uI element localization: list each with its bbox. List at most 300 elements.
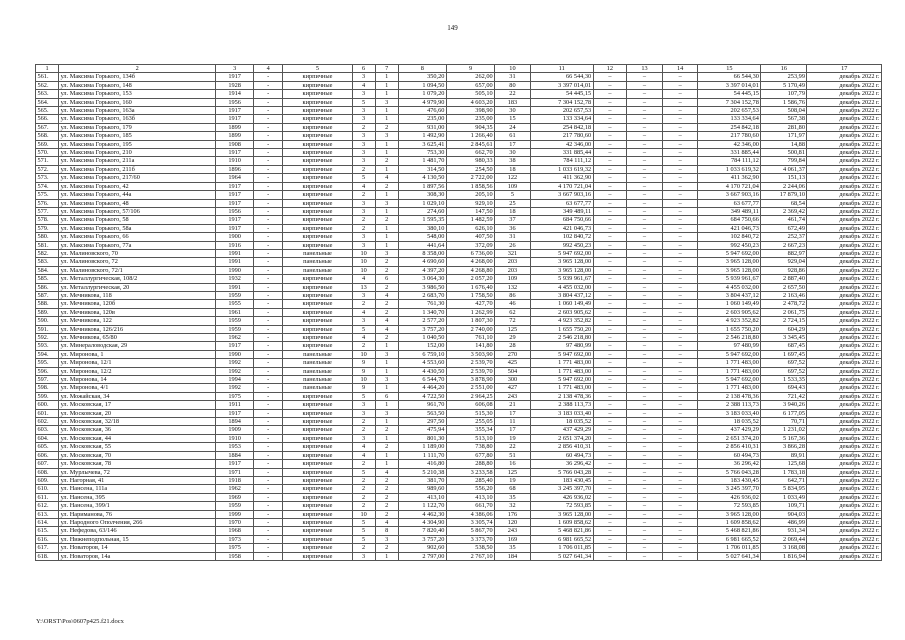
- table-cell: 2: [375, 300, 398, 308]
- table-cell: 2 577,20: [398, 317, 446, 325]
- table-cell: 1958: [216, 552, 254, 560]
- table-row: [36, 191, 882, 199]
- table-row: [36, 132, 882, 140]
- table-cell: 1884: [216, 451, 254, 459]
- table-row: [36, 384, 882, 392]
- table-cell: 3: [352, 115, 375, 123]
- table-cell: 2: [352, 191, 375, 199]
- table-cell: 3 804 437,12: [530, 291, 593, 299]
- table-cell: кирпичные: [283, 275, 352, 283]
- table-cell: –: [593, 182, 627, 190]
- table-cell: ул. Малиновского, 70: [59, 249, 216, 257]
- table-cell: 5 027 641,34: [698, 552, 761, 560]
- table-cell: –: [593, 376, 627, 384]
- table-cell: 1 758,50: [446, 291, 494, 299]
- table-cell: 1: [375, 90, 398, 98]
- table-cell: 254,50: [446, 165, 494, 173]
- table-cell: декабрь 2022 г.: [807, 434, 882, 442]
- table-cell: -: [254, 123, 283, 131]
- table-cell: 1 595,35: [398, 216, 446, 224]
- table-row: [36, 342, 882, 350]
- table-cell: -: [254, 359, 283, 367]
- table-cell: 2: [375, 308, 398, 316]
- table-cell: 662,70: [446, 149, 494, 157]
- table-cell: 5 947 692,00: [530, 350, 593, 358]
- table-cell: 426 936,02: [698, 493, 761, 501]
- table-cell: 97 480,99: [530, 342, 593, 350]
- table-cell: 504: [495, 367, 531, 375]
- table-cell: 10: [352, 249, 375, 257]
- table-cell: 1 111,70: [398, 451, 446, 459]
- table-cell: -: [254, 518, 283, 526]
- table-cell: декабрь 2022 г.: [807, 207, 882, 215]
- table-cell: 1917: [216, 409, 254, 417]
- table-cell: 217 780,60: [698, 132, 761, 140]
- table-cell: –: [593, 207, 627, 215]
- table-cell: декабрь 2022 г.: [807, 266, 882, 274]
- table-cell: 980,33: [446, 157, 494, 165]
- table-cell: 437 429,29: [530, 426, 593, 434]
- table-cell: 2: [375, 544, 398, 552]
- table-cell: 2 388 113,73: [530, 401, 593, 409]
- table-cell: -: [254, 451, 283, 459]
- table-cell: 694,43: [761, 384, 807, 392]
- table-cell: 31: [495, 233, 531, 241]
- table-cell: –: [662, 132, 698, 140]
- table-cell: 582.: [36, 249, 59, 257]
- table-cell: декабрь 2022 г.: [807, 300, 882, 308]
- table-row: [36, 468, 882, 476]
- table-row: [36, 443, 882, 451]
- table-cell: -: [254, 140, 283, 148]
- table-cell: 1: [375, 140, 398, 148]
- table-cell: 17: [495, 140, 531, 148]
- table-row: [36, 216, 882, 224]
- table-cell: 18: [495, 207, 531, 215]
- table-cell: кирпичные: [283, 300, 352, 308]
- table-cell: 2: [352, 460, 375, 468]
- table-cell: –: [593, 149, 627, 157]
- table-cell: -: [254, 476, 283, 484]
- table-cell: 2: [352, 418, 375, 426]
- table-cell: 5: [352, 98, 375, 106]
- column-header: 5: [283, 65, 352, 73]
- table-cell: 1917: [216, 224, 254, 232]
- table-cell: 4: [352, 451, 375, 459]
- table-cell: 761,10: [446, 334, 494, 342]
- table-cell: 929,04: [761, 258, 807, 266]
- table-row: [36, 249, 882, 257]
- table-row: [36, 485, 882, 493]
- table-cell: 1: [375, 460, 398, 468]
- table-cell: 1962: [216, 334, 254, 342]
- table-cell: декабрь 2022 г.: [807, 401, 882, 409]
- table-cell: –: [627, 317, 663, 325]
- table-cell: 1 858,56: [446, 182, 494, 190]
- table-cell: –: [593, 216, 627, 224]
- table-cell: 2 845,61: [446, 140, 494, 148]
- table-cell: –: [627, 258, 663, 266]
- table-cell: –: [662, 317, 698, 325]
- table-cell: –: [662, 140, 698, 148]
- table-cell: 3: [352, 140, 375, 148]
- table-row: [36, 233, 882, 241]
- table-cell: 603.: [36, 426, 59, 434]
- table-cell: 63 677,77: [698, 199, 761, 207]
- table-cell: –: [662, 544, 698, 552]
- table-cell: кирпичные: [283, 165, 352, 173]
- table-row: [36, 123, 882, 131]
- table-cell: –: [662, 207, 698, 215]
- table-cell: 427: [495, 384, 531, 392]
- table-cell: 2 657,50: [761, 283, 807, 291]
- table-cell: 2 964,25: [446, 392, 494, 400]
- table-cell: 254 842,18: [530, 123, 593, 131]
- table-cell: 2: [375, 216, 398, 224]
- table-cell: 30: [495, 149, 531, 157]
- table-cell: –: [627, 434, 663, 442]
- table-cell: кирпичные: [283, 485, 352, 493]
- table-cell: 581.: [36, 241, 59, 249]
- table-cell: 42 346,00: [698, 140, 761, 148]
- table-cell: 1975: [216, 392, 254, 400]
- table-cell: 421 046,73: [698, 224, 761, 232]
- footer-file-path: Y:\ORST\Pos\0607p425.f21.docx: [36, 618, 124, 625]
- table-cell: 563.: [36, 90, 59, 98]
- table-cell: ул. Мечникова, 126/216: [59, 325, 216, 333]
- table-row: [36, 266, 882, 274]
- table-cell: 133 334,64: [530, 115, 593, 123]
- table-cell: 3 804 437,12: [698, 291, 761, 299]
- table-cell: 591.: [36, 325, 59, 333]
- table-cell: –: [627, 325, 663, 333]
- table-cell: –: [662, 300, 698, 308]
- table-cell: 2 546 218,80: [530, 334, 593, 342]
- table-cell: 6 759,10: [398, 350, 446, 358]
- table-cell: –: [662, 174, 698, 182]
- table-cell: ул. Мурлычева, 72: [59, 468, 216, 476]
- table-cell: декабрь 2022 г.: [807, 275, 882, 283]
- table-cell: декабрь 2022 г.: [807, 384, 882, 392]
- table-cell: 1956: [216, 98, 254, 106]
- table-cell: 3: [352, 552, 375, 560]
- table-cell: 616.: [36, 535, 59, 543]
- table-cell: 80: [495, 81, 531, 89]
- table-cell: декабрь 2022 г.: [807, 392, 882, 400]
- table-cell: 18 035,52: [698, 418, 761, 426]
- table-cell: 1914: [216, 90, 254, 98]
- table-cell: –: [593, 249, 627, 257]
- table-cell: ул. Максима Горького, 48: [59, 199, 216, 207]
- table-cell: 255,05: [446, 418, 494, 426]
- table-cell: 597.: [36, 376, 59, 384]
- table-cell: 613.: [36, 510, 59, 518]
- table-cell: 308,30: [398, 191, 446, 199]
- table-cell: 576.: [36, 199, 59, 207]
- table-cell: ул. Нефедова, 63/146: [59, 527, 216, 535]
- table-cell: 3 373,70: [446, 535, 494, 543]
- table-row: [36, 426, 882, 434]
- table-cell: -: [254, 300, 283, 308]
- table-cell: 929,10: [446, 199, 494, 207]
- table-cell: 565.: [36, 107, 59, 115]
- table-cell: 288,80: [446, 460, 494, 468]
- table-cell: –: [662, 90, 698, 98]
- table-cell: кирпичные: [283, 527, 352, 535]
- table-cell: ул. Малиновского, 72: [59, 258, 216, 266]
- table-cell: 1970: [216, 518, 254, 526]
- table-cell: –: [593, 367, 627, 375]
- table-row: [36, 527, 882, 535]
- table-cell: 1 676,40: [446, 283, 494, 291]
- table-cell: декабрь 2022 г.: [807, 493, 882, 501]
- table-cell: -: [254, 90, 283, 98]
- table-cell: –: [593, 443, 627, 451]
- table-cell: 1908: [216, 140, 254, 148]
- table-cell: кирпичные: [283, 132, 352, 140]
- table-cell: 592.: [36, 334, 59, 342]
- table-cell: 561.: [36, 73, 59, 81]
- table-cell: –: [593, 300, 627, 308]
- table-cell: декабрь 2022 г.: [807, 258, 882, 266]
- table-cell: 4 979,90: [398, 98, 446, 106]
- table-cell: 4 061,37: [761, 165, 807, 173]
- table-cell: 141,80: [446, 342, 494, 350]
- table-cell: панельные: [283, 384, 352, 392]
- table-cell: декабрь 2022 г.: [807, 216, 882, 224]
- table-cell: декабрь 2022 г.: [807, 182, 882, 190]
- table-cell: 5: [352, 392, 375, 400]
- table-cell: 66 544,30: [698, 73, 761, 81]
- table-cell: 398,90: [446, 107, 494, 115]
- table-row: [36, 434, 882, 442]
- table-cell: 3 168,08: [761, 544, 807, 552]
- table-cell: 605.: [36, 443, 59, 451]
- table-row: [36, 224, 882, 232]
- table-cell: –: [627, 81, 663, 89]
- table-cell: 2 539,70: [446, 367, 494, 375]
- table-cell: 2 797,00: [398, 552, 446, 560]
- table-cell: –: [662, 308, 698, 316]
- table-cell: -: [254, 485, 283, 493]
- table-cell: 992 450,23: [530, 241, 593, 249]
- table-cell: 5 167,36: [761, 434, 807, 442]
- table-cell: –: [593, 434, 627, 442]
- table-cell: –: [593, 426, 627, 434]
- table-row: [36, 300, 882, 308]
- table-cell: ул. Нагорная, 41: [59, 476, 216, 484]
- table-cell: –: [662, 401, 698, 409]
- table-cell: 270: [495, 350, 531, 358]
- table-cell: декабрь 2022 г.: [807, 115, 882, 123]
- table-cell: кирпичные: [283, 140, 352, 148]
- table-cell: -: [254, 73, 283, 81]
- table-cell: декабрь 2022 г.: [807, 342, 882, 350]
- table-cell: 19: [495, 476, 531, 484]
- table-cell: 63 677,77: [530, 199, 593, 207]
- table-cell: 784 111,12: [530, 157, 593, 165]
- table-cell: –: [662, 451, 698, 459]
- table-cell: 35: [495, 493, 531, 501]
- table-cell: 1971: [216, 468, 254, 476]
- table-cell: декабрь 2022 г.: [807, 308, 882, 316]
- table-cell: –: [627, 107, 663, 115]
- table-cell: –: [627, 98, 663, 106]
- table-cell: 3 667 903,16: [530, 191, 593, 199]
- table-row: [36, 334, 882, 342]
- table-cell: 4 603,20: [446, 98, 494, 106]
- table-cell: декабрь 2022 г.: [807, 426, 882, 434]
- table-cell: –: [593, 107, 627, 115]
- table-cell: 1 609 858,62: [698, 518, 761, 526]
- table-row: [36, 552, 882, 560]
- table-cell: 1 771 483,00: [530, 367, 593, 375]
- table-cell: 411 362,90: [698, 174, 761, 182]
- table-cell: декабрь 2022 г.: [807, 418, 882, 426]
- table-cell: 331 885,44: [698, 149, 761, 157]
- table-cell: 1992: [216, 367, 254, 375]
- table-cell: 17 879,10: [761, 191, 807, 199]
- table-row: [36, 418, 882, 426]
- table-cell: 5 947 692,00: [698, 350, 761, 358]
- table-cell: 4: [352, 308, 375, 316]
- table-cell: 508,04: [761, 107, 807, 115]
- table-cell: 1899: [216, 123, 254, 131]
- table-cell: декабрь 2022 г.: [807, 241, 882, 249]
- table-cell: 882,97: [761, 249, 807, 257]
- column-header: 3: [216, 65, 254, 73]
- table-cell: 1896: [216, 165, 254, 173]
- table-cell: ул. Московская, 44: [59, 434, 216, 442]
- table-cell: 4 722,50: [398, 392, 446, 400]
- table-cell: 3: [375, 376, 398, 384]
- table-cell: 931,34: [761, 527, 807, 535]
- table-cell: 566.: [36, 115, 59, 123]
- table-cell: 3: [375, 132, 398, 140]
- table-cell: 407,50: [446, 233, 494, 241]
- table-cell: 486,99: [761, 518, 807, 526]
- table-cell: 21: [495, 401, 531, 409]
- table-cell: -: [254, 468, 283, 476]
- table-cell: –: [627, 443, 663, 451]
- table-cell: 3 986,50: [398, 283, 446, 291]
- table-cell: -: [254, 376, 283, 384]
- table-cell: 548,00: [398, 233, 446, 241]
- table-cell: 426 936,02: [530, 493, 593, 501]
- table-cell: ул. Максима Горького, 160: [59, 98, 216, 106]
- table-cell: 601.: [36, 409, 59, 417]
- table-cell: 4: [352, 334, 375, 342]
- table-cell: кирпичные: [283, 283, 352, 291]
- table-cell: –: [662, 98, 698, 106]
- table-cell: 125: [495, 325, 531, 333]
- table-cell: 133 334,64: [698, 115, 761, 123]
- column-header: 10: [495, 65, 531, 73]
- table-cell: ул. Нансена, 111а: [59, 485, 216, 493]
- table-cell: 203: [495, 266, 531, 274]
- table-cell: 1 079,20: [398, 90, 446, 98]
- table-cell: 2: [375, 258, 398, 266]
- table-cell: 54 445,15: [698, 90, 761, 98]
- table-cell: 2: [352, 426, 375, 434]
- table-cell: 587.: [36, 291, 59, 299]
- table-cell: ул. Московская, 70: [59, 451, 216, 459]
- table-cell: панельные: [283, 258, 352, 266]
- table-cell: –: [627, 266, 663, 274]
- table-cell: –: [627, 384, 663, 392]
- table-cell: 3 940,26: [761, 401, 807, 409]
- table-cell: 580.: [36, 233, 59, 241]
- table-cell: –: [593, 409, 627, 417]
- table-cell: –: [593, 485, 627, 493]
- registry-table-container: [35, 64, 882, 561]
- table-cell: -: [254, 81, 283, 89]
- table-cell: 3: [375, 249, 398, 257]
- table-cell: –: [662, 249, 698, 257]
- table-cell: 2: [375, 123, 398, 131]
- table-row: [36, 350, 882, 358]
- table-cell: –: [627, 199, 663, 207]
- table-cell: 577.: [36, 207, 59, 215]
- table-cell: 1928: [216, 81, 254, 89]
- table-cell: 19: [495, 434, 531, 442]
- table-cell: ул. Максима Горького, 134б: [59, 73, 216, 81]
- table-cell: –: [593, 90, 627, 98]
- table-cell: –: [662, 460, 698, 468]
- table-row: [36, 493, 882, 501]
- table-cell: 1: [375, 401, 398, 409]
- table-cell: 584.: [36, 266, 59, 274]
- table-cell: декабрь 2022 г.: [807, 359, 882, 367]
- table-cell: –: [593, 527, 627, 535]
- table-cell: панельные: [283, 367, 352, 375]
- table-cell: 1 655 750,20: [530, 325, 593, 333]
- table-cell: 2: [375, 510, 398, 518]
- table-cell: 6 981 665,52: [530, 535, 593, 543]
- table-cell: декабрь 2022 г.: [807, 123, 882, 131]
- table-cell: 2: [352, 502, 375, 510]
- table-cell: 2 369,42: [761, 207, 807, 215]
- table-cell: -: [254, 392, 283, 400]
- table-cell: –: [627, 90, 663, 98]
- table-cell: –: [627, 510, 663, 518]
- table-cell: 9: [352, 359, 375, 367]
- table-cell: 2 138 478,36: [698, 392, 761, 400]
- table-cell: 515,30: [446, 409, 494, 417]
- table-cell: 1 609 858,62: [530, 518, 593, 526]
- table-cell: кирпичные: [283, 90, 352, 98]
- table-cell: 1 533,35: [761, 376, 807, 384]
- table-cell: –: [627, 149, 663, 157]
- table-cell: –: [627, 426, 663, 434]
- table-cell: 441,64: [398, 241, 446, 249]
- table-cell: 571.: [36, 157, 59, 165]
- table-cell: 314,50: [398, 165, 446, 173]
- table-cell: 331 885,44: [530, 149, 593, 157]
- table-cell: 3: [352, 401, 375, 409]
- table-cell: декабрь 2022 г.: [807, 90, 882, 98]
- table-cell: 17: [495, 409, 531, 417]
- table-cell: 17: [495, 426, 531, 434]
- table-cell: 579.: [36, 224, 59, 232]
- column-header: 9: [446, 65, 494, 73]
- table-cell: 297,50: [398, 418, 446, 426]
- table-cell: ул. Нижнеподпольная, 15: [59, 535, 216, 543]
- table-cell: 1992: [216, 384, 254, 392]
- table-cell: -: [254, 207, 283, 215]
- table-cell: 109: [495, 275, 531, 283]
- table-cell: 2: [352, 544, 375, 552]
